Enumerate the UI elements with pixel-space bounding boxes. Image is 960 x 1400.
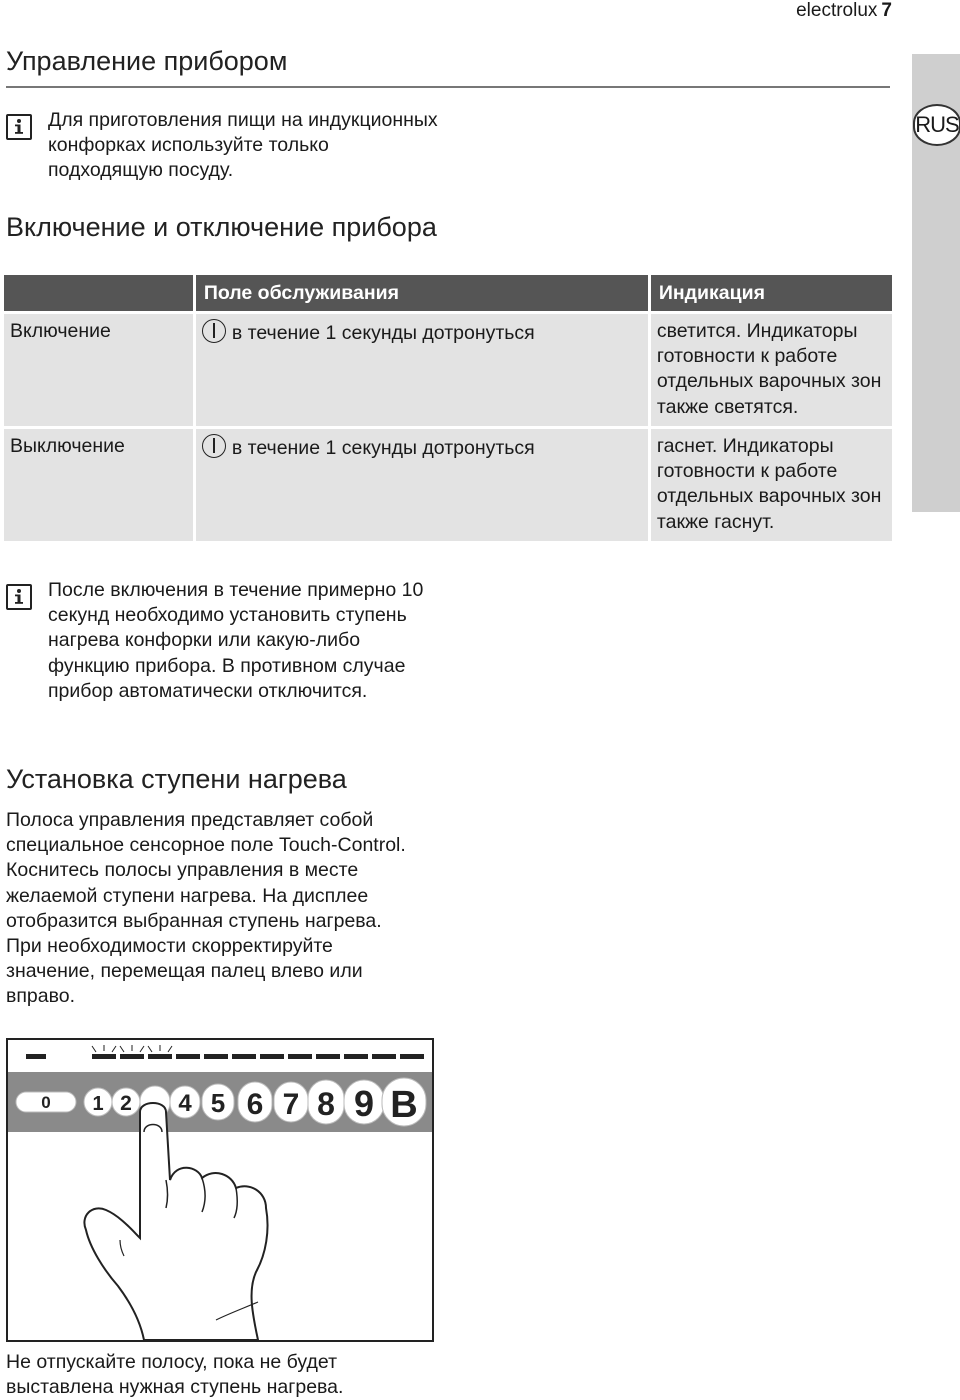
- control-text: в течение 1 секунды дотронуться: [231, 437, 535, 459]
- table-cell-control: [196, 429, 648, 541]
- table-header-cell: [4, 275, 193, 311]
- note-auto-off: После включения в течение примерно 10 секунд необходимо установить ступень нагрева конфорки или какую-либо функцию прибора. В противном случае прибор автоматически отключится.: [48, 579, 424, 702]
- table-header-cell: Поле обслуживания: [196, 275, 648, 311]
- power-icon: [202, 319, 226, 343]
- footer-note: Не отпускайте полосу, пока не будет выставлена нужная ступень нагрева.: [6, 1351, 344, 1399]
- level-label-2: 2: [120, 1092, 132, 1115]
- paragraph: Коснитесь полосы управления в месте желаемой ступени нагрева. На дисплее отобразится выбранная ступень нагрева.: [6, 859, 382, 932]
- level-label-4: 4: [178, 1090, 192, 1117]
- level-label-0: 0: [41, 1093, 51, 1112]
- section-title-heat-level: Установка ступени нагрева: [6, 764, 347, 794]
- page-number: 7: [881, 0, 892, 21]
- on-off-table: [1, 272, 895, 544]
- brand-header: [796, 0, 892, 22]
- level-label-b: B: [390, 1084, 418, 1126]
- table-cell-indication: гаснет. Индикаторы готовности к работе отдельных варочных зон также гаснут.: [651, 429, 892, 541]
- hand-drawing: [84, 1103, 267, 1340]
- control-text: в течение 1 секунды дотронуться: [231, 322, 535, 344]
- section-title-text: Управление прибором: [6, 46, 288, 76]
- table-cell-control: [196, 314, 648, 426]
- touch-strip-drawing: [8, 1040, 432, 1340]
- table-header-row: [4, 275, 892, 311]
- power-icon: [202, 434, 226, 458]
- touch-control-illustration: [6, 1038, 434, 1342]
- level-label-1: 1: [92, 1093, 104, 1115]
- table-cell-action: Включение: [4, 314, 193, 426]
- paragraph: Полоса управления представляет собой специальное сенсорное поле Touch-Control.: [6, 809, 406, 857]
- table-row: [4, 314, 892, 426]
- section-title-on-off: Включение и отключение прибора: [6, 212, 437, 242]
- table-header-cell: Индикация: [651, 275, 892, 311]
- level-label-8: 8: [317, 1086, 335, 1122]
- brand-name: electrolux: [796, 0, 878, 21]
- heat-level-description: [6, 808, 416, 1010]
- level-label-5: 5: [210, 1088, 226, 1118]
- paragraph: При необходимости скорректируйте значение, перемещая палец влево или вправо.: [6, 935, 363, 1008]
- info-icon: [6, 584, 32, 610]
- section-title-device-control: [6, 46, 890, 88]
- language-badge: RUS: [913, 104, 960, 146]
- table-cell-indication: светится. Индикаторы готовности к работе отдельных варочных зон также светятся.: [651, 314, 892, 426]
- level-label-9: 9: [353, 1083, 375, 1124]
- table-cell-action: Выключение: [4, 429, 193, 541]
- level-label-6: 6: [246, 1088, 264, 1121]
- table-row: [4, 429, 892, 541]
- note-cookware: Для приготовления пищи на индукционных конфорках используйте только подходящую посуду.: [48, 109, 438, 182]
- level-label-7: 7: [282, 1088, 300, 1121]
- info-icon: [6, 114, 32, 140]
